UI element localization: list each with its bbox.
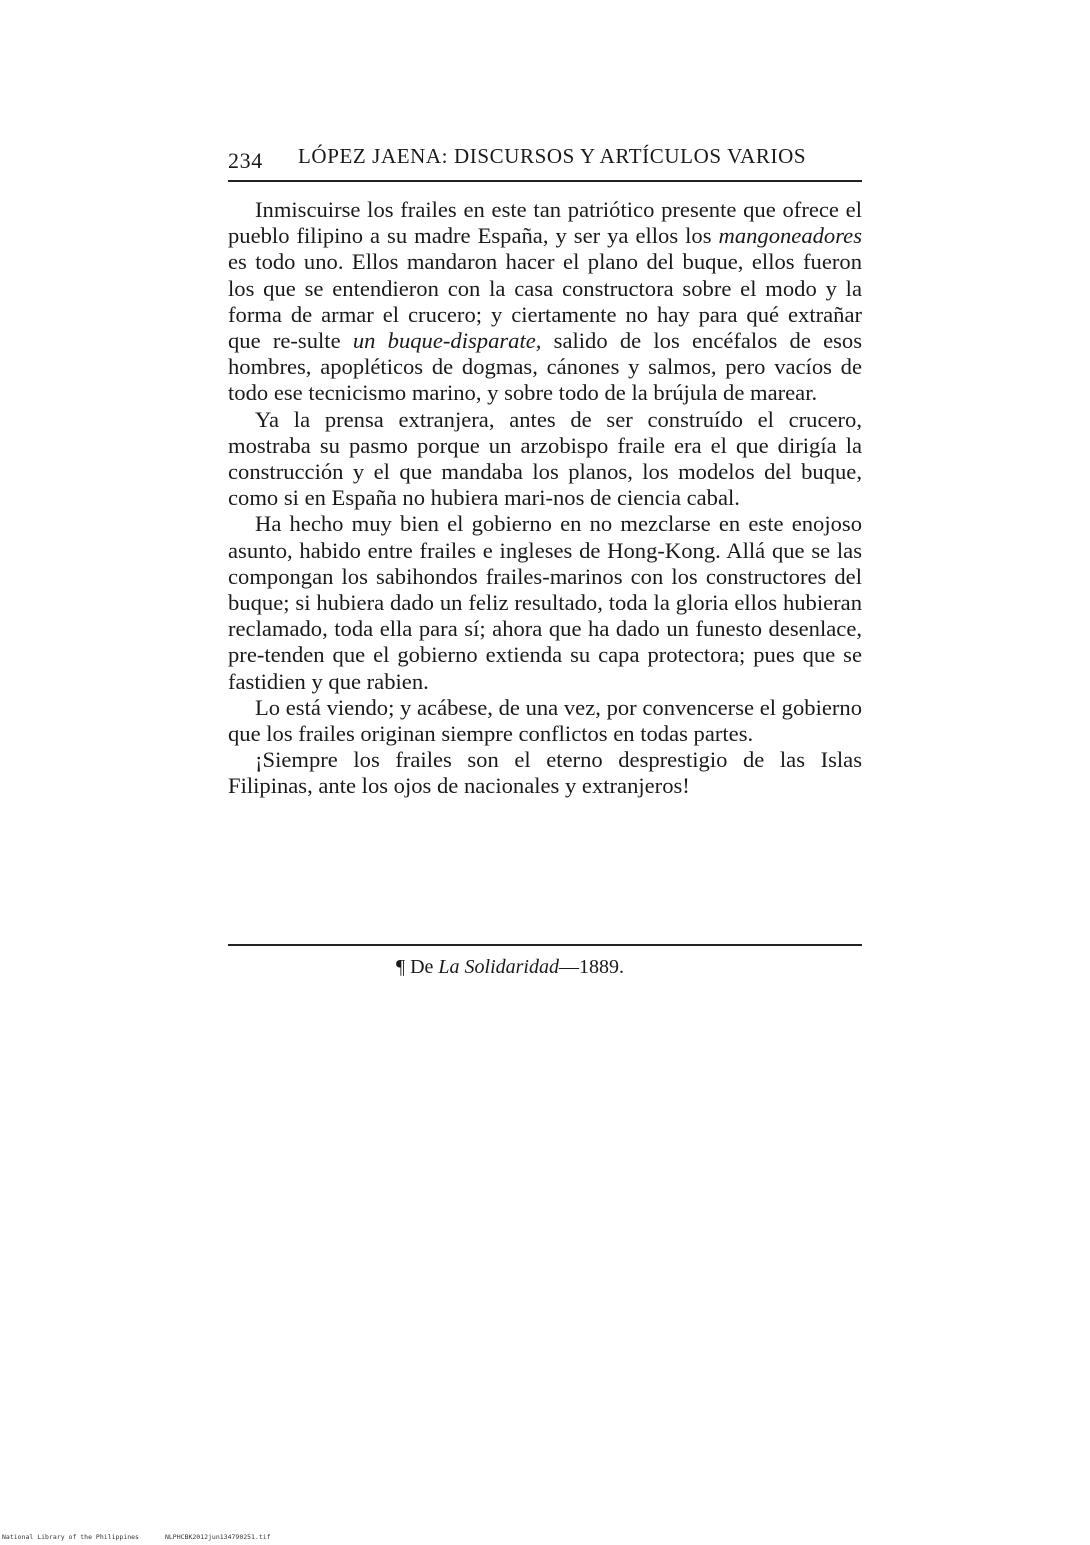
article-body	[228, 197, 862, 800]
text-segment: ¡Siempre los frailes son el eterno desprestigio de las Islas Filipinas, ante los ojos de nacionales y extranjeros!	[228, 747, 862, 799]
text-segment: Lo está viendo; y acábese, de una vez, por convencerse el gobierno que los frailes originan siempre conflictos en todas partes.	[228, 694, 862, 747]
paragraph	[228, 511, 862, 694]
paragraph	[228, 747, 862, 799]
library-name: National Library of the Philippines	[2, 1533, 139, 1541]
library-stamp	[2, 1533, 271, 1541]
text-segment: Ya la prensa extranjera, antes de ser construído el crucero, mostraba su pasmo porque un arzobispo fraile era el que dirigía la construcción y el que mandaba los planos, los modelos del buque, como si en España no hubiera mari-nos de ciencia cabal.	[228, 406, 862, 511]
paragraph	[228, 407, 862, 512]
footer-rule	[228, 944, 862, 946]
scan-id: NLPHCBK2012jun134790251.tif	[164, 1533, 271, 1541]
text-segment: es todo uno. Ellos mandaron hacer el plano del buque, ellos fueron los que se entendieron con la casa constructora sobre el modo y la forma de armar el crucero; y ciertamente no hay para qué extrañar que re-sulte	[228, 249, 862, 354]
source-publication-title: La Solidaridad	[438, 956, 559, 978]
header-rule	[228, 180, 862, 182]
paragraph	[228, 695, 862, 747]
page-number: 234	[228, 148, 263, 173]
text-segment: Ha hecho muy bien el gobierno en no mezclarse en este enojoso asunto, habido entre frailes e ingleses de Hong-Kong. Allá que se las compongan los sabihondos frailes-marinos con los constructores del buque; si hubiera dado un feliz resultado, toda la gloria ellos hubieran reclamado, toda ella para sí; ahora que ha dado un funesto desenlace, pre-tenden que el gobierno extienda su capa protectora; pues que se fastidien y que rabien.	[228, 511, 862, 694]
italic-phrase: un buque-disparate,	[352, 328, 542, 354]
text-segment: salido de los encéfalos de esos hombres, apopléticos de dogmas, cánones y salmos, pero vacíos de todo ese tecnicismo marino, y sobre todo de la brújula de marear.	[228, 328, 862, 406]
source-note-prefix: ¶ De	[396, 956, 439, 978]
text-segment: Inmiscuirse los frailes en este tan patriótico presente que ofrece el pueblo filipino a su madre España, y ser ya ellos los	[228, 197, 862, 249]
source-note	[396, 956, 624, 979]
source-note-year: —1889.	[558, 956, 624, 978]
running-title: LÓPEZ JAENA: DISCURSOS Y ARTÍCULOS VARIOS	[298, 144, 807, 168]
italic-phrase: mangoneadores	[718, 223, 862, 249]
running-head	[228, 140, 860, 176]
paragraph	[228, 197, 862, 407]
